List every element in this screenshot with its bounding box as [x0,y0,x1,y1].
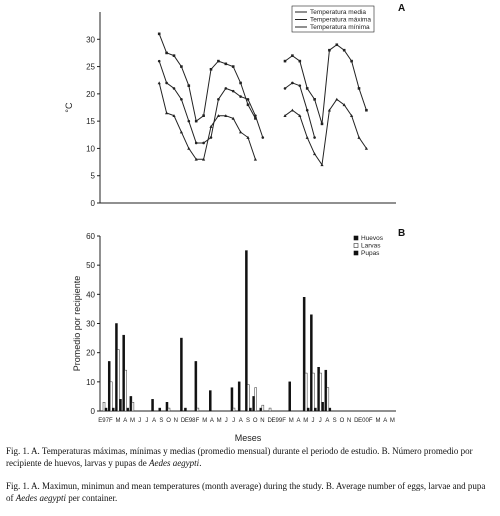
panel-label-b: B [398,228,406,239]
bar-larvas [197,408,199,411]
bar-huevos [310,315,312,411]
y-axis-label: °C [64,102,74,113]
y-tick-label: 15 [86,117,95,127]
legend-label: Temperatura media [310,9,366,17]
x-tick-label: A [296,418,301,424]
bar-huevos [209,391,211,411]
data-point [187,147,190,150]
x-tick-label: A [209,418,214,424]
x-tick-label: M [288,418,294,424]
x-tick-label: N [346,418,352,424]
data-point [291,109,294,112]
x-tick-label: O [339,418,345,424]
data-point [254,117,257,120]
y-tick-label: 5 [90,171,95,181]
bar-huevos [238,382,240,411]
data-point [195,120,198,123]
x-tick-label: F [282,418,286,424]
data-point [232,90,235,93]
panel-a-temperature-chart [64,3,405,208]
x-tick-label: M [375,418,381,424]
y-axis-label: Promedio por recipiente [72,275,82,372]
legend-label: Huevos [361,235,384,242]
data-point [343,49,346,52]
data-point [158,60,161,63]
data-point [202,142,205,145]
bar-pupas [307,408,309,411]
bar-pupas [249,408,251,411]
bar-huevos [115,324,117,412]
x-tick-label: F [195,418,200,424]
data-point [158,81,161,84]
caption-english: Fig. 1. A. Maximun, minimun and mean temperatures (month average) during the study. B. Average number of eggs, larvae and pupa of Aedes aegypti per container. [6,481,486,503]
bar-huevos [289,382,291,411]
data-point [291,82,294,85]
x-tick-label: J [318,418,322,424]
bar-larvas [262,405,264,411]
data-point [254,158,257,161]
data-point [284,60,287,63]
bar-huevos [318,367,320,411]
x-tick-label: F [368,418,373,424]
data-point [313,98,316,101]
x-tick-label: S [245,418,251,424]
bar-larvas [132,402,134,411]
data-point [188,84,191,87]
y-tick-label: 0 [90,199,95,208]
y-tick-label: 20 [86,89,95,99]
bar-pupas [314,408,316,411]
bar-larvas [320,373,322,411]
data-point [232,65,235,68]
x-tick-label: E99 [271,418,283,424]
data-point [247,98,250,101]
y-tick-label: 10 [86,144,95,154]
data-point [262,136,265,139]
bar-huevos [180,338,182,411]
x-tick-label: D [180,418,186,424]
series-line-1 [159,61,314,143]
data-point [173,87,176,90]
x-tick-label: D [354,418,359,424]
data-point [210,136,213,139]
bar-larvas [233,408,235,411]
data-point [239,82,242,85]
data-point [299,84,302,87]
x-tick-label: F [108,418,113,424]
data-point [358,87,361,90]
x-tick-label: J [145,418,149,424]
y-tick-label: 60 [86,232,95,241]
bar-larvas [305,373,307,411]
bar-larvas [312,373,314,411]
legend-swatch [354,236,358,240]
x-tick-label: J [138,418,142,424]
data-point [350,60,353,63]
bar-pupas [127,408,129,411]
caption-spanish: Fig. 1. A. Temperaturas máximas, mínimas y medias (promedio mensual) durante el periodo de estudio. B. Número promedio por recipiente de huevos, larvas y pupas de Aedes aegypti. [6,446,473,468]
data-point [180,98,183,101]
data-point [225,63,228,66]
data-point [313,136,316,139]
bar-pupas [322,402,324,411]
bar-pupas [329,408,331,411]
data-point [328,49,331,52]
x-tick-label: N [173,418,178,424]
bar-larvas [110,382,112,411]
data-point [158,33,161,36]
x-tick-label: M [303,418,309,424]
data-point [365,109,368,112]
data-point [321,123,324,126]
data-point [357,136,360,139]
data-point [306,136,309,139]
x-tick-label: M [115,418,121,424]
y-tick-label: 10 [86,377,95,387]
bar-pupas [105,408,107,411]
data-point [247,103,250,106]
legend-swatch [354,244,358,248]
x-tick-label: M [216,418,222,424]
bar-huevos [231,388,233,411]
legend-label: Temperatura máxima [310,16,372,24]
bar-huevos [159,408,161,411]
bar-huevos [166,402,168,411]
data-point [299,60,302,63]
bar-larvas [168,408,170,411]
x-tick-label: M [130,418,135,424]
data-point [336,43,339,46]
panel-label-a: A [398,3,406,14]
bar-larvas [103,402,105,411]
bar-huevos [253,396,255,411]
x-tick-label: O [252,418,258,424]
x-tick-label: A [383,418,388,424]
y-tick-label: 20 [86,348,95,358]
bar-larvas [247,385,249,411]
x-tick-label: M [202,418,208,424]
bar-huevos [195,361,197,411]
data-point [335,98,338,101]
data-point [195,142,198,145]
data-point [165,52,168,55]
data-point [239,95,242,98]
data-point [173,54,176,57]
y-tick-label: 30 [86,319,95,329]
bar-huevos [108,361,110,411]
x-axis-label: Meses [234,433,262,443]
x-tick-label: A [325,418,330,424]
bar-larvas [117,350,119,411]
x-tick-label: J [232,418,236,424]
bar-huevos [245,251,247,411]
x-tick-label: S [159,418,164,424]
x-tick-label: M [389,418,395,424]
bar-larvas [125,370,127,411]
y-tick-label: 40 [86,290,95,300]
x-tick-label: A [123,418,128,424]
data-point [313,152,316,155]
data-point [202,114,205,117]
x-tick-label: D [267,418,272,424]
x-tick-label: A [238,418,243,424]
bar-huevos [123,335,125,411]
data-point [217,60,220,63]
x-tick-label: O [166,418,171,424]
series-line-2 [159,34,366,124]
bar-huevos [130,396,132,411]
x-tick-label: J [224,418,228,424]
data-point [165,111,168,114]
data-point [165,82,168,85]
x-tick-label: A [152,418,157,424]
x-tick-label: S [332,418,337,424]
bar-larvas [255,388,257,411]
legend-label: Larvas [361,242,381,250]
bar-huevos [152,399,154,411]
x-tick-label: J [311,418,315,424]
bar-huevos [303,297,305,411]
data-point [306,87,309,90]
bar-pupas [112,408,114,411]
data-point [210,68,213,71]
bar-pupas [184,408,186,411]
bar-pupas [119,399,121,411]
bar-larvas [327,388,329,411]
x-tick-label: N [260,418,265,424]
bar-huevos [260,408,262,411]
data-point [217,98,220,101]
y-tick-label: 0 [90,407,95,416]
data-point [180,65,183,68]
data-point [306,109,309,112]
x-tick-label: E97 [98,418,109,424]
x-tick-label: E98 [184,418,196,424]
legend-label: Pupas [361,250,380,257]
panel-b-average-per-container-chart [72,228,405,443]
y-tick-label: 25 [86,62,95,72]
data-point [188,120,191,123]
legend-label: Temperatura mínima [310,24,370,32]
data-point [180,130,183,133]
bar-larvas [269,408,271,411]
data-point [291,54,294,57]
y-tick-label: 30 [86,35,95,45]
y-tick-label: 50 [86,261,95,271]
data-point [225,87,228,90]
x-tick-label: E00 [358,418,369,424]
bar-huevos [325,370,327,411]
legend-swatch [354,251,358,255]
data-point [284,87,287,90]
